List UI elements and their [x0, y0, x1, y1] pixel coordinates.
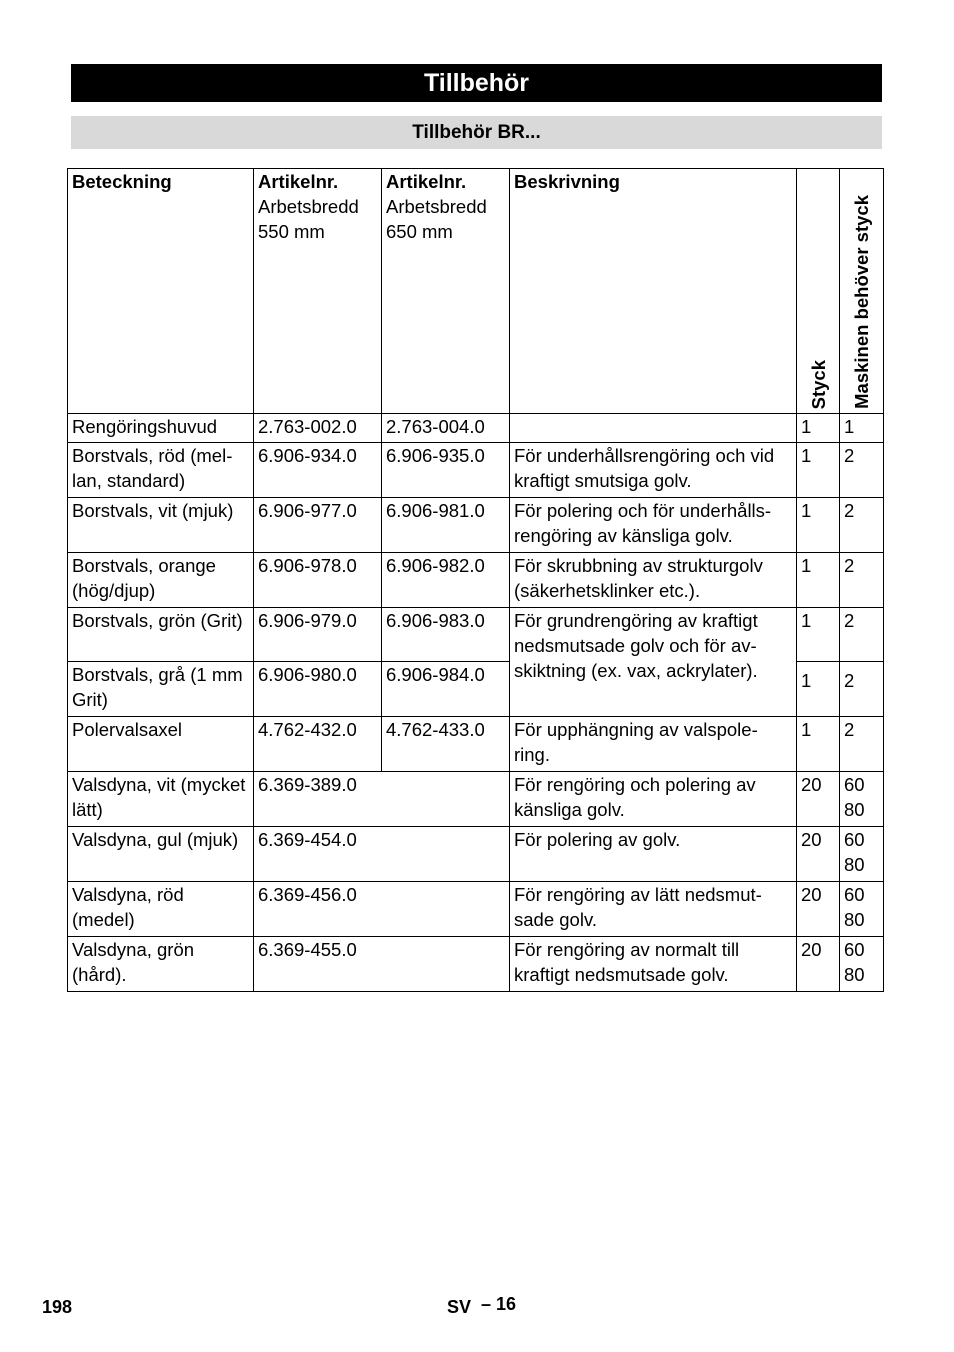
cell-name: Borstvals, grå (1 mm Grit) — [68, 662, 254, 717]
cell-art550: 6.906-934.0 — [254, 443, 382, 498]
cell-art550: 6.906-977.0 — [254, 498, 382, 553]
table-row — [68, 937, 884, 992]
cell-art: 6.369-389.0 — [254, 772, 510, 827]
cell-name: Borstvals, grön (Grit) — [68, 608, 254, 662]
cell-art550: 2.763-002.0 — [254, 414, 382, 443]
cell-name: Valsdyna, grön (hård). — [68, 937, 254, 992]
cell-name: Borstvals, röd (mel-lan, standard) — [68, 443, 254, 498]
cell-qty: 1 — [797, 662, 840, 717]
cell-art: 6.369-454.0 — [254, 827, 510, 882]
page-title: Tillbehör — [71, 64, 882, 102]
cell-qty: 1 — [797, 717, 840, 772]
cell-description: För underhållsrengöring och vid kraftigt smutsiga golv. — [510, 443, 797, 498]
table-row — [68, 717, 884, 772]
cell-need: 2 — [840, 443, 884, 498]
cell-art550: 6.906-979.0 — [254, 608, 382, 662]
cell-art550: 6.906-978.0 — [254, 553, 382, 608]
cell-qty: 1 — [797, 553, 840, 608]
col-header-qty: Styck — [797, 169, 840, 414]
cell-description: För polering och för underhålls-rengöring av känsliga golv. — [510, 498, 797, 553]
table-row — [68, 608, 884, 662]
cell-description: För rengöring av lätt nedsmut-sade golv. — [510, 882, 797, 937]
col-header-machine-needs: Maskinen behöver styck — [840, 169, 884, 414]
cell-qty: 20 — [797, 772, 840, 827]
table-row — [68, 772, 884, 827]
cell-qty: 1 — [797, 414, 840, 443]
cell-need: 60 80 — [840, 882, 884, 937]
cell-name: Valsdyna, vit (mycket lätt) — [68, 772, 254, 827]
cell-description: För grundrengöring av kraftigt nedsmutsade golv och för av-skiktning (ex. vax, ackrylater). — [510, 608, 797, 717]
table-row — [68, 882, 884, 937]
cell-description: För skrubbning av strukturgolv (säkerhetsklinker etc.). — [510, 553, 797, 608]
cell-art650: 6.906-935.0 — [382, 443, 510, 498]
cell-need: 2 — [840, 717, 884, 772]
cell-description: För upphängning av valspole-ring. — [510, 717, 797, 772]
cell-name: Borstvals, vit (mjuk) — [68, 498, 254, 553]
cell-art650: 6.906-982.0 — [382, 553, 510, 608]
page-number: 198 — [42, 1297, 73, 1317]
cell-need: 2 — [840, 553, 884, 608]
cell-description: För rengöring av normalt till kraftigt nedsmutsade golv. — [510, 937, 797, 992]
cell-need: 60 80 — [840, 772, 884, 827]
cell-art650: 2.763-004.0 — [382, 414, 510, 443]
cell-need: 60 80 — [840, 827, 884, 882]
cell-need: 1 — [840, 414, 884, 443]
cell-name: Polervalsaxel — [68, 717, 254, 772]
cell-art550: 4.762-432.0 — [254, 717, 382, 772]
table-row — [68, 443, 884, 498]
section-subtitle: Tillbehör BR... — [71, 116, 882, 149]
col-header-art650: Artikelnr. Arbetsbredd 650 mm — [382, 169, 510, 414]
cell-description: För polering av golv. — [510, 827, 797, 882]
cell-name: Valsdyna, röd (medel) — [68, 882, 254, 937]
cell-qty: 20 — [797, 937, 840, 992]
table-row — [68, 827, 884, 882]
cell-art: 6.369-455.0 — [254, 937, 510, 992]
accessories-table — [67, 168, 884, 992]
cell-art650: 6.906-983.0 — [382, 608, 510, 662]
table-row — [68, 498, 884, 553]
cell-art650: 4.762-433.0 — [382, 717, 510, 772]
table-row — [68, 553, 884, 608]
language-code: SV — [447, 1297, 472, 1317]
cell-art650: 6.906-984.0 — [382, 662, 510, 717]
cell-need: 2 — [840, 662, 884, 717]
table-header-row — [68, 169, 884, 414]
col-header-name: Beteckning — [68, 169, 254, 414]
cell-need: 60 80 — [840, 937, 884, 992]
cell-art550: 6.906-980.0 — [254, 662, 382, 717]
cell-name: Borstvals, orange (hög/djup) — [68, 553, 254, 608]
cell-description: För rengöring och polering av känsliga golv. — [510, 772, 797, 827]
col-header-description: Beskrivning — [510, 169, 797, 414]
table-row — [68, 414, 884, 443]
cell-qty: 20 — [797, 882, 840, 937]
cell-need: 2 — [840, 498, 884, 553]
cell-description — [510, 414, 797, 443]
cell-qty: 1 — [797, 443, 840, 498]
cell-name: Rengöringshuvud — [68, 414, 254, 443]
cell-name: Valsdyna, gul (mjuk) — [68, 827, 254, 882]
cell-qty: 20 — [797, 827, 840, 882]
cell-qty: 1 — [797, 498, 840, 553]
col-header-art550: Artikelnr. Arbetsbredd 550 mm — [254, 169, 382, 414]
section-number: – 16 — [481, 1294, 517, 1314]
cell-art: 6.369-456.0 — [254, 882, 510, 937]
cell-qty: 1 — [797, 608, 840, 662]
cell-need: 2 — [840, 608, 884, 662]
cell-art650: 6.906-981.0 — [382, 498, 510, 553]
